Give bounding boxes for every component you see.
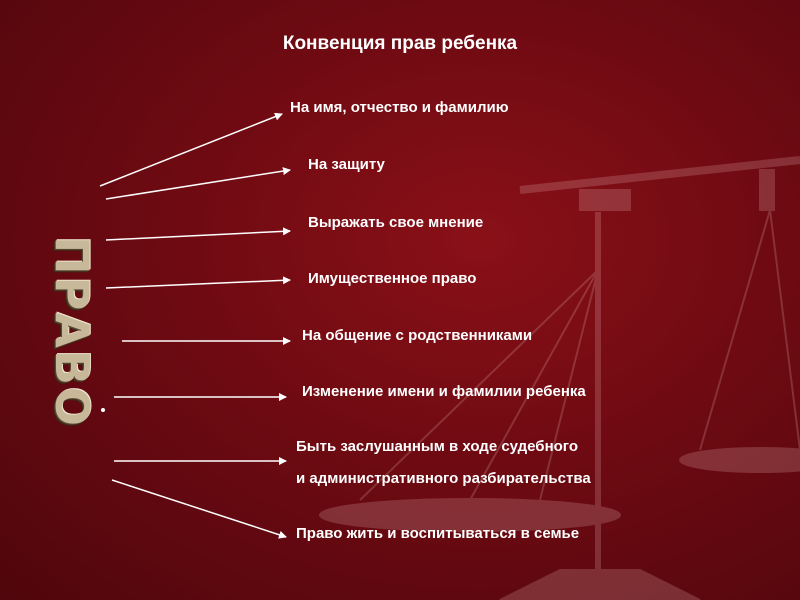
arrow-4 [106, 280, 290, 288]
bullet-dot [101, 408, 105, 412]
arrow-8 [112, 480, 286, 537]
right-item-7a: Быть заслушанным в ходе судебного [296, 438, 579, 455]
right-item-2: На защиту [308, 156, 385, 173]
right-item-3: Выражать свое мнение [308, 214, 484, 231]
arrow-2 [106, 170, 290, 199]
right-item-1: На имя, отчество и фамилию [290, 99, 509, 116]
page-title: Конвенция прав ребенка [282, 33, 518, 54]
right-item-4: Имущественное право [308, 270, 477, 287]
vertical-word-text: ПРАВО [45, 235, 99, 428]
right-item-5: На общение с родственниками [302, 327, 533, 344]
right-item-7b: и административного разбирательства [296, 470, 591, 487]
arrow-3 [106, 231, 290, 240]
right-item-6: Изменение имени и фамилии ребенка [302, 383, 586, 400]
right-item-8: Право жить и воспитываться в семье [296, 525, 580, 542]
